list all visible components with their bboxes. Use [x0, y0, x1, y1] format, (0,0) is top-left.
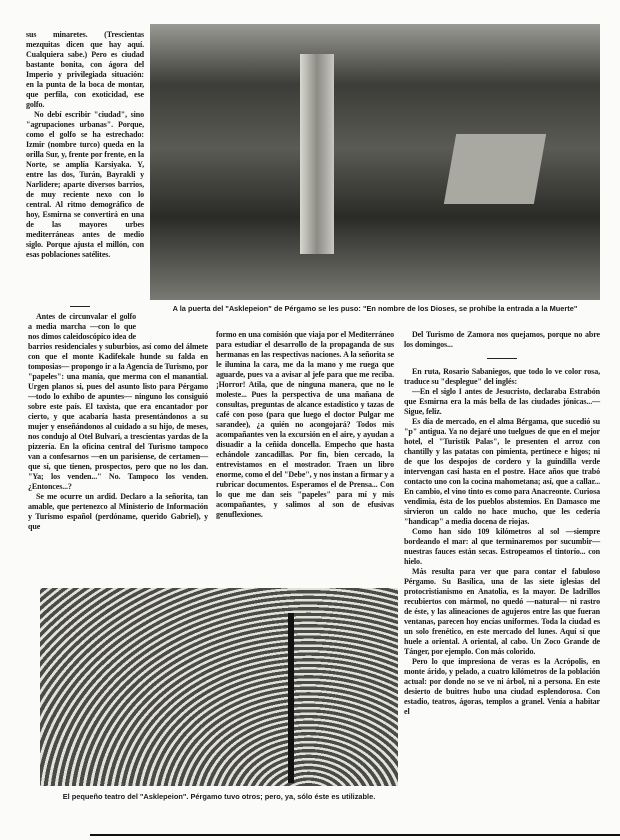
- photo-stone-block: [444, 134, 546, 204]
- paragraph: Más resulta para ver que para contar el fabuloso Pérgamo. Su Basílica, una de las siete iglesias del protocristianismo en Anatolia, es la mayor. De ladrillos recubiertos con mármol, no quedó —natural— ni rastro de éste, y las alineaciones de agujeros entre las que fueran ventanas, parecen hoy encías uniformes. Toda la ciudad es un solo frenético, en este mercado del lunes. Aquí sí que huele a oriental. A oriental, al cabo. Un Zoco Grande de Tánger, por ejemplo. Con más colorido.: [404, 567, 600, 656]
- section-divider: [487, 358, 517, 359]
- photo-column-ruin: [288, 613, 294, 783]
- bottom-photo-caption: El pequeño teatro del "Asklepeion". Pérgamo tuvo otros; pero, ya, sólo éste es utilizable.: [62, 792, 376, 801]
- paragraph: Del Turismo de Zamora nos quejamos, porque no abre los domingos...: [404, 330, 600, 349]
- paragraph: sus minaretes. (Trescientas mezquitas dicen que hay aquí. Cualquiera sabe.) Pero es ciudad bastante bonita, con ágora del Imperio y privilegiada situación: en la punta de la boca de montar, que perfila, con exoticidad, ese golfo.: [26, 30, 144, 109]
- middle-column: [216, 330, 394, 520]
- paragraph: Es día de mercado, en el alma Bérgama, que sucedió su "p" antigua. Ya no dejaré uno tuelgues de que en el mejor hotel, el "Turistik Palas", le presenten el arroz con chantilly y las patatas con pimienta, pertinece e higos; ni de que los despojos de cordero y la guindilla verde intervengan casi hasta en el postre. Hace años que trabó contacto uno con la cocina mahometana; así, que a callar... En cambio, el vino tinto es como para Anacreonte. Curiosa vendimia, ésta de los pueblos abstemios. En Damasco me sirvieron un caldo no hace mucho, que les cedería "handicap" a media docena de riojas.: [404, 417, 600, 526]
- paragraph: Como han sido 109 kilómetros al sol —siempre bordeando el mar: al que terminaremos por sucumbir— nuestras fauces están secas. Estropeamos el tintorío... con hielo.: [404, 527, 600, 566]
- top-photo-caption: A la puerta del "Asklepeion" de Pérgamo se les puso: "En nombre de los Dioses, se prohíbe la entrada a la Muerte": [172, 304, 578, 313]
- photo-column-ruin: [300, 54, 334, 254]
- right-column: [404, 330, 600, 717]
- paragraph: —En el siglo I antes de Jesucristo, declaraba Estrabón que Esmirna era la más bella de las ciudades jónicas...—Sigue, feliz.: [404, 387, 600, 416]
- paragraph: En ruta, Rosario Sabaniegos, que todo lo ve color rosa, traduce su "desplegue" del inglés:: [404, 367, 600, 386]
- page-bottom-rule: [90, 834, 620, 836]
- section-divider: [70, 306, 90, 307]
- paragraph: Antes de circunvalar el golfo a media marcha —con lo que nos dimos caleidoscópico idea de barrios residenciales y suburbios, así como del álmete con que el monte Kadifekale hunde su falda en tomposias— propongo ir a la Agencia de Turismo, por "papeles": una manía, que merma con el manantial. Urgen planos si, pues del asunto listo para Pérgamo —todo lo exhibo de apuntes— ninguno los consiguió sobre este país. El taxista, que era encantador por cierto, y que acabaría hasta presentándonos a su mujer y enseñándonos al cuidado a su hijo, de meses, nos condujo al Otel Bulvari, a trescientas yardas de la pizzería. En la oficina central del Turismo tampoco van a confesarnos —en un parisiense, de certamen— que sí, que tienen, prospectos, pero que no los dan. "Ya; los venden..." No. Tampoco los venden. ¿Entonces...?: [28, 312, 208, 491]
- paragraph: No debí escribir "ciudad", sino "agrupaciones urbanas". Porque, como el golfo se ha estrechado: Izmir (nombre turco) queda en la orilla Sur, y, frente por frente, en la Norte, se amplía Karsiyaka. Y, entre las dos, Turán, Bayrakli y Narlidere; aparte diversos barrios, de muy reciente nexo con lo central. Al ritmo demográfico de hoy, Esmirna se convertirá en una de las mayores urbes mediterráneas antes de medio siglo. Porque ajusta el millón, con esas poblaciones satélites.: [26, 110, 144, 259]
- asklepeion-gate-photo: [150, 24, 600, 300]
- left-column: [28, 312, 208, 532]
- caption-clearance: [136, 312, 208, 334]
- paragraph: formo en una comisión que viaja por el Mediterráneo para estudiar el desarrollo de la propaganda de sus hermanas en las respectivas naciones. A la señorita se le ilumina la cara, me da la mano y me ruega que aguarde, pues va a avisar al jefe para que me reciba. ¡Horror! Atila, que de ninguna manera, que no le moleste... Pues la perspectiva de una mañana de consultas, preguntas de alcance estadístico y tazas de café con poso (para que luego el doctor Pulgar me sarandee), ¿a quién no acongojará? Todos mis acompañantes ven la excursión en el aire, y ayudan a disuadir a la ceñida doncella. Empecho que hasta echándole zancadillas. Por fin, bien cercado, la entrevistamos en el mostrador. Traen un libro enorme, como el del "Debe", y nos instan a firmar y a rubricar documentos. Esperamos el de Prensa... Con lo que me dan seis "papeles" para mí y mis acompañantes, y salimos al son de efusivas genuflexiones.: [216, 330, 394, 519]
- small-theatre-photo: [40, 588, 398, 786]
- paragraph: Pero lo que impresiona de veras es la Acrópolis, en monte árido, y pelado, a cuatro kilómetros de la población actual: por donde no se ve ni árbol, ni a persona. En este desierto de buitres hubo una ciudad esplendorosa. Con estadio, teatros, ágoras, templos a granel. Venía a habitar el: [404, 657, 600, 716]
- paragraph: Se me ocurre un ardid. Declaro a la señorita, tan amable, que pertenezco al Ministerio de Información y Turismo español (perdóname, querido Gabriel), y que: [28, 492, 208, 531]
- top-left-column: [26, 30, 144, 260]
